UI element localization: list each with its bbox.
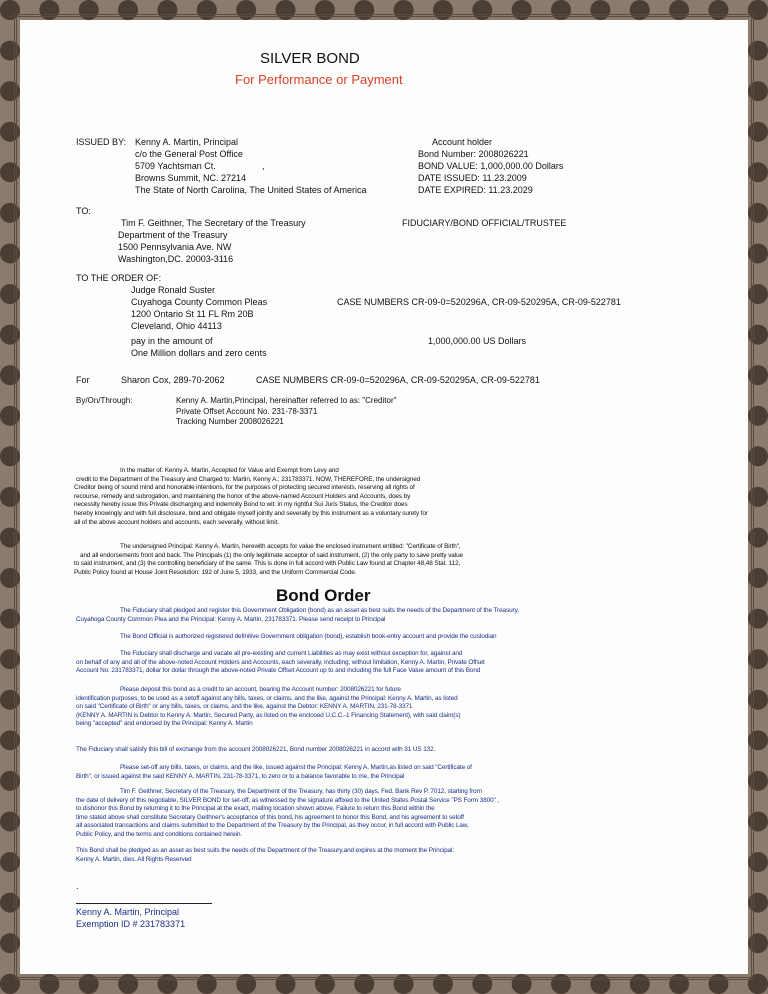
paragraph-line: on said "Certificate of Birth" or any bills, taxes, or claims, and the like, against the Debtor: KENNY A. MARTIN, 231-78-3371: [76, 703, 413, 711]
paragraph-line: The Fiduciary shall satisfy this bill of exchange from the account 2008026221, Bond number 2008026221 in accord with 31 US 132.: [76, 746, 436, 753]
paragraph-line: The Bond Official is authorized registered definitive Government obligation (bond), establish book-entry account and provide the custodian: [120, 633, 497, 640]
bond-order-dishonor: [76, 788, 499, 840]
account-holder-label: Account holder: [432, 137, 493, 147]
to-recipient: Tim F. Geithner, The Secretary of the Treasury: [121, 218, 306, 228]
address-line: Cuyahoga County Common Pleas: [131, 297, 268, 307]
paragraph-acceptance: [74, 543, 463, 577]
date-expired: DATE EXPIRED: 11.23.2029: [418, 185, 533, 195]
by-through-label: By/On/Through:: [76, 396, 133, 405]
by-through-details: [176, 396, 396, 428]
bond-value: BOND VALUE: 1,000,000.00 Dollars: [418, 161, 564, 171]
fiduciary-role: FIDUCIARY/BOND OFFICIAL/TRUSTEE: [402, 218, 567, 228]
paragraph-line: Creditor being of sound mind and honorable intentions, for the purposes of protecting secured interests, reserving all rights of: [74, 484, 415, 492]
address-comma: ,: [262, 161, 265, 171]
amount-in-words: One Million dollars and zero cents: [131, 348, 267, 358]
paragraph-line: credit to the Department of the Treasury and Charged to: Martin, Kenny A.; 231783371. NOW, THEREFORE, the undersigned: [76, 475, 421, 483]
case-numbers: CASE NUMBERS CR-09-0=520296A, CR-09-520295A, CR-09-522781: [337, 297, 621, 307]
paragraph-line: on behalf of any and all of the above-noted Account Holders and Accounts, each severally, including, without limitation, Kenny A. Martin, Private Offset: [76, 658, 485, 666]
issued-by-address: [135, 148, 366, 196]
paragraph-line: necessity hereby issue this Private discharging and indemnity Bond to wit: in my rightful Sui Juris Status, the Creditor does: [74, 501, 408, 509]
paragraph-line: Please set-off any bills, taxes, or claims, and the like, issued against the Principal: Kenny A. Martin,as listed on said "Certificate of: [120, 764, 472, 771]
paragraph-line: the date of delivery of this negotiable, SILVER BOND for set-off, as witnessed by the signature affixed to the United States Postal Service "PS Form 3800" ,: [76, 796, 500, 804]
paragraph-line: time stated above shall constitute Secretary Geithner's acceptance of this bond, his agreement to honor this Bond, and his agreement to setoff: [76, 813, 464, 821]
address-line: The State of North Carolina, The United States of America: [135, 185, 367, 195]
bond-order-deposit: [76, 686, 460, 729]
to-address: [118, 229, 233, 265]
paragraph-line: all associated transactions and claims submitted to the Department of the Treasury by the Principal, as they occur, in full accord with Public Law,: [76, 822, 469, 830]
address-line: 5709 Yachtsman Ct.: [135, 161, 216, 171]
bond-order-setoff: [76, 764, 472, 781]
paragraph-line: to dishonor this Bond by returning it to the Principal at the exact, mailing location shown above. Failure to return this Bond within the: [76, 805, 435, 813]
address-line: 1500 Pennsylvania Ave. NW: [118, 242, 232, 252]
paragraph-line: Kenny A. Martin, dies. All Rights Reserved: [76, 855, 192, 863]
address-line: Washington,DC. 20003-3116: [118, 254, 234, 264]
paragraph-line: Birth", or issued against the said KENNY A. MARTIN, 231-78-3371, to zero or to a balance favorable to me, the Principal: [76, 772, 405, 780]
order-of-label: TO THE ORDER OF:: [76, 273, 162, 283]
bond-order-satisfy: [76, 746, 435, 755]
paragraph-line: Tim F. Geithner, Secretary of the Treasury, the Department of the Treasury, has thirty (30) days, Fed. Bank Rev P. 7012, starting from: [120, 788, 482, 795]
paragraph-line: The undersigned Principal: Kenny A. Martin, herewith accepts for value the enclosed instrument entitled: "Certificate of Birth",: [120, 543, 461, 550]
paragraph-line: to said instrument, and (3) the controlling beneficiary of the same. This is done in full accord with Public Law found at Chapter 48,48 Stat. 112,: [74, 560, 461, 568]
signature-line: [76, 903, 212, 904]
order-of-payee: [131, 284, 215, 296]
exemption-id: Exemption ID # 231783371: [76, 919, 186, 929]
paragraph-line: recourse, remedy and subrogation, and maintaining the honor of the above-named Account Holders and Accounts, does by: [74, 492, 411, 500]
paragraph-line: hereby knowingly and with full disclosure, bind and obligate myself jointly and severally by this instrument as a voluntary surety for: [74, 509, 428, 517]
bond-order-registration: [120, 633, 497, 642]
tracking-number: Tracking Number 2008026221: [176, 417, 284, 426]
payee-line: Judge Ronald Suster: [131, 285, 216, 295]
bond-order-expiry: [76, 847, 454, 864]
bond-number: Bond Number: 2008026221: [418, 149, 529, 159]
issued-by-label: ISSUED BY:: [76, 137, 127, 147]
account-details: [418, 148, 563, 196]
paragraph-line: (KENNY A. MARTIN is Debtor to Kenny A. Martin, Secured Party, as listed on the enclosed U.C.C.-1 Financing Statement), with said claim(s): [76, 711, 461, 719]
order-of-address: [131, 296, 267, 332]
address-line: 1200 Ontario St 11 FL Rm 20B: [131, 309, 254, 319]
paragraph-matter: [74, 467, 428, 527]
bond-order-heading: Bond Order: [276, 586, 371, 605]
address-line: c/o the General Post Office: [135, 149, 243, 159]
date-issued: DATE ISSUED: 11.23.2009: [418, 173, 527, 183]
paragraph-line: all of the above account holders and accounts, each severally, without limit.: [74, 518, 279, 526]
paragraph-line: The Fiduciary shall discharge and vacate all pre-existing and current Liabilities as may exist without exception for, against and: [120, 650, 463, 657]
creditor-line: Kenny A. Martin,Principal, hereinafter referred to as: "Creditor": [176, 396, 397, 405]
paragraph-line: Cuyahoga County Common Plea and the Principal: Kenny A. Martin, 231783371. Please send receipt to Principal: [76, 615, 386, 623]
paragraph-line: Please deposit this bond as a credit to an account, bearing the Account number: 2008026221 for future: [120, 686, 401, 693]
address-line: Browns Summit, NC. 27214: [135, 173, 247, 183]
for-label: For: [76, 375, 90, 385]
paragraph-line: being "accepted" and endorsed by the Principal: Kenny A. Martin: [76, 720, 253, 728]
address-line: Cleveland, Ohio 44113: [131, 321, 222, 331]
paragraph-line: Public Policy, and the terms and conditions contained herein.: [76, 830, 243, 838]
for-name: Sharon Cox, 289-70-2062: [121, 375, 225, 385]
paragraph-line: This Bond shall be pledged as an asset as best suits the needs of the Department of the Treasury,and expires at the moment the Principal:: [76, 847, 455, 854]
bond-order-discharge: [76, 650, 485, 676]
for-case-numbers: CASE NUMBERS CR-09-0=520296A, CR-09-520295A, CR-09-522781: [256, 375, 540, 385]
signature-mark: .: [76, 881, 79, 891]
paragraph-line: Account No. 231783371, dollar for dollar through the above-noted Private Offset Account up to and including the full Face Value amount of this Bond: [76, 667, 481, 675]
paragraph-line: and all endorsements front and back. The Principals (1) the only legitimate acceptor of said instrument, (2) the only party to save pretty value: [80, 551, 463, 559]
paragraph-line: The Fiduciary shall pledged and register this Government Obligation (bond) as an asset as best suits the needs of the Department of the Treasury,: [120, 607, 519, 614]
signatory-name: Kenny A. Martin, Principal: [76, 907, 180, 917]
paragraph-line: In the matter of: Kenny A. Martin, Accepted for Value and Exempt from Levy and: [120, 467, 339, 474]
offset-account: Private Offset Account No. 231-78-3371: [176, 406, 318, 416]
paragraph-line: Public Policy found at House Joint Resolution: 192 of June 5, 1933, and the Uniform Commercial Code.: [74, 568, 357, 576]
document-title: SILVER BOND: [260, 50, 360, 67]
issued-by-name: Kenny A. Martin, Principal: [135, 137, 239, 147]
pay-amount-label: pay in the amount of: [131, 336, 213, 346]
address-line: Department of the Treasury: [118, 230, 228, 240]
document-subtitle: For Performance or Payment: [235, 72, 403, 87]
amount-figure: 1,000,000.00 US Dollars: [428, 336, 527, 346]
paragraph-line: identification purposes, to be used as a setoff against any bills, taxes, or claims, and the like, against the Principal: Kenny A. Martin, as listed: [76, 694, 458, 702]
bond-order-pledge: [76, 607, 519, 624]
to-label: TO:: [76, 206, 91, 216]
